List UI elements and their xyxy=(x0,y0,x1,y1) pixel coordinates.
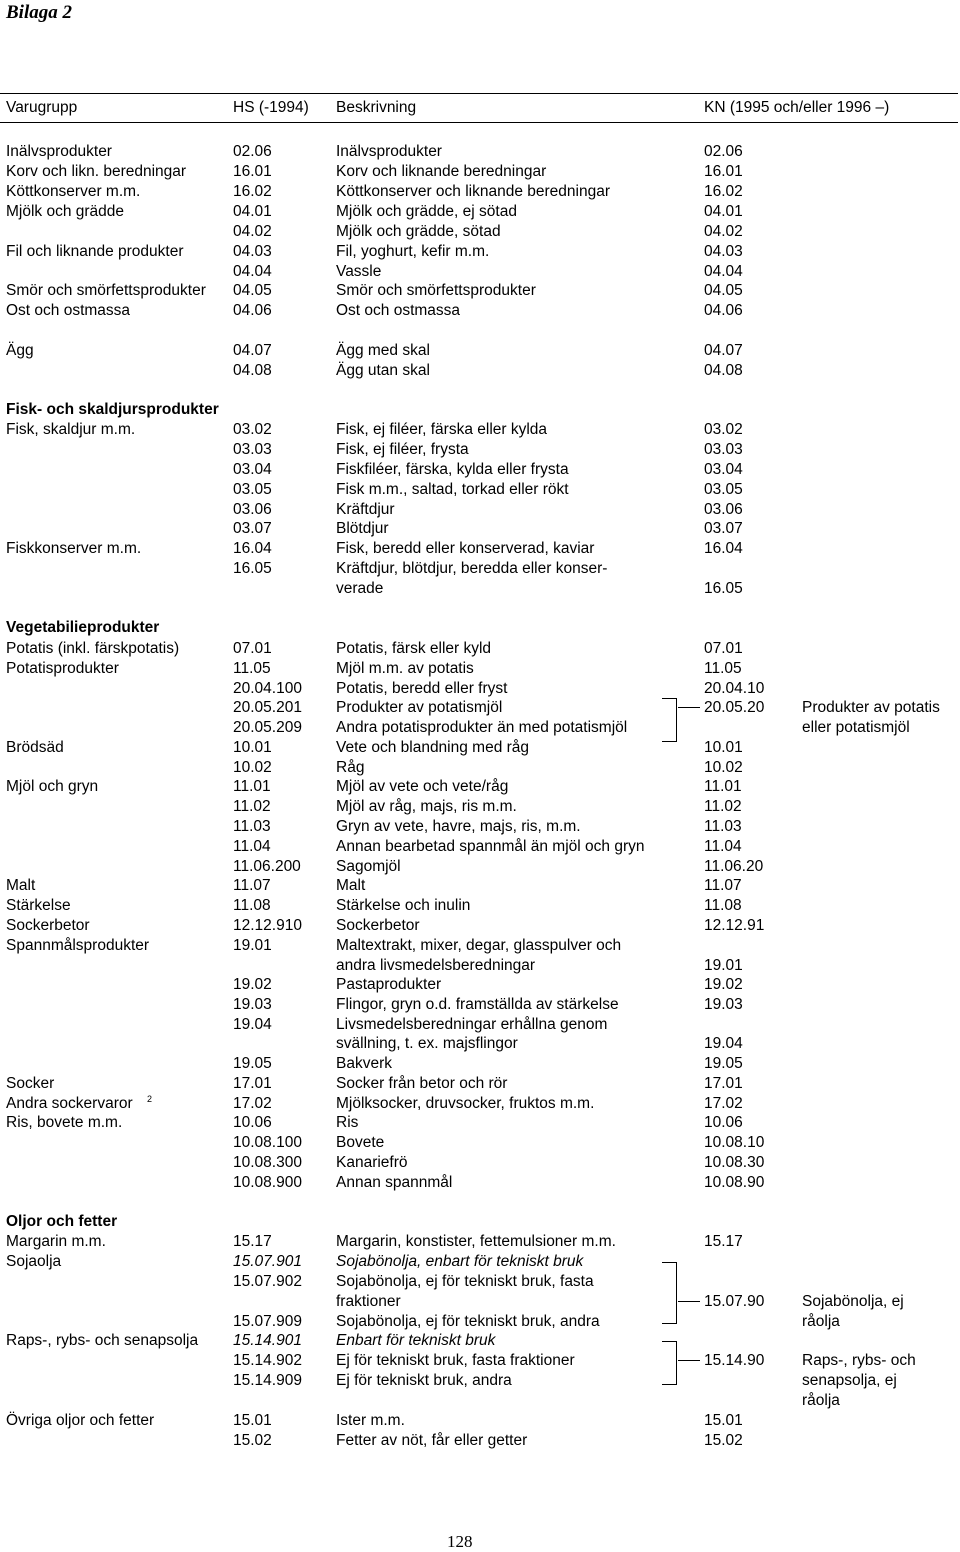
row-hs: 15.02 xyxy=(233,1432,272,1449)
table-row xyxy=(0,460,960,480)
row-hs: 11.06.200 xyxy=(233,858,301,875)
row-hs: 03.04 xyxy=(233,461,272,478)
table-row xyxy=(0,936,960,956)
table-header xyxy=(0,98,960,118)
row-beskrivning: Malt xyxy=(336,877,366,894)
row-kn: 11.01 xyxy=(704,778,742,795)
row-hs: 03.07 xyxy=(233,520,272,537)
row-hs: 11.03 xyxy=(233,818,271,835)
note-potatis-2: eller potatismjöl xyxy=(802,719,910,736)
row-kn: 11.04 xyxy=(704,838,742,855)
row-varugrupp: Fisk, skaldjur m.m. xyxy=(6,421,136,438)
row-beskrivning: Fil, yoghurt, kefir m.m. xyxy=(336,243,490,260)
note-raps-2: senapsolja, ej xyxy=(802,1372,897,1389)
section-fisk: Fisk- och skaldjursprodukter xyxy=(6,401,219,418)
row-hs: 10.01 xyxy=(233,739,272,756)
table-row xyxy=(0,1252,960,1272)
row-hs: 04.02 xyxy=(233,223,272,240)
row-hs: 15.14.902 xyxy=(233,1352,302,1369)
row-beskrivning: Ägg utan skal xyxy=(336,362,430,379)
row-varugrupp: Margarin m.m. xyxy=(6,1233,106,1250)
row-beskrivning: Ägg med skal xyxy=(336,342,430,359)
table-row xyxy=(0,242,960,262)
row-hs: 10.08.300 xyxy=(233,1154,302,1171)
table-row xyxy=(0,1272,960,1292)
row-kn: 11.06.20 xyxy=(704,858,764,875)
row-beskrivning: Köttkonserver och liknande beredningar xyxy=(336,183,611,200)
table-row xyxy=(0,1034,960,1054)
row-kn: 04.07 xyxy=(704,342,743,359)
row-beskrivning: verade xyxy=(336,580,384,597)
row-kn: 10.08.10 xyxy=(704,1134,765,1151)
row-hs: 16.04 xyxy=(233,540,272,557)
row-kn: 03.02 xyxy=(704,421,743,438)
table-row xyxy=(0,440,960,460)
row-hs: 19.01 xyxy=(233,937,272,954)
row-kn: 10.08.30 xyxy=(704,1154,765,1171)
header-hs: HS (-1994) xyxy=(233,99,309,116)
row-kn: 15.17 xyxy=(704,1233,743,1250)
row-beskrivning: Sojabönolja, ej för tekniskt bruk, andra xyxy=(336,1313,600,1330)
row-varugrupp: Ost och ostmassa xyxy=(6,302,131,319)
row-hs: 19.04 xyxy=(233,1016,272,1033)
row-beskrivning: Ister m.m. xyxy=(336,1412,405,1429)
row-hs: 03.06 xyxy=(233,501,272,518)
row-kn: 11.03 xyxy=(704,818,742,835)
row-kn: 02.06 xyxy=(704,143,743,160)
row-varugrupp: Stärkelse xyxy=(6,897,71,914)
row-kn: 10.01 xyxy=(704,739,743,756)
table-row xyxy=(0,896,960,916)
row-kn: 07.01 xyxy=(704,640,743,657)
row-beskrivning: Mjölksocker, druvsocker, fruktos m.m. xyxy=(336,1095,595,1112)
table-row xyxy=(0,1074,960,1094)
row-beskrivning: Ej för tekniskt bruk, andra xyxy=(336,1372,512,1389)
table-row xyxy=(0,1431,960,1451)
table-row xyxy=(0,1173,960,1193)
row-hs: 03.02 xyxy=(233,421,272,438)
header-varugrupp: Varugrupp xyxy=(6,99,78,116)
row-varugrupp: Potatis (inkl. färskpotatis) xyxy=(6,640,180,657)
table-row xyxy=(0,1232,960,1252)
table-row xyxy=(0,519,960,539)
table-row xyxy=(0,559,960,579)
table-row xyxy=(0,1133,960,1153)
row-varugrupp: Sojaolja xyxy=(6,1253,62,1270)
table-row xyxy=(0,301,960,321)
section-vegetabilier: Vegetabilieprodukter xyxy=(6,619,160,636)
table-row xyxy=(0,162,960,182)
row-kn: 11.05 xyxy=(704,660,742,677)
row-kn: 16.02 xyxy=(704,183,743,200)
note-raps-3: råolja xyxy=(802,1392,840,1409)
table-row xyxy=(0,579,960,599)
row-hs: 15.07.901 xyxy=(233,1253,302,1270)
row-hs: 02.06 xyxy=(233,143,272,160)
row-hs: 20.04.100 xyxy=(233,680,302,697)
row-hs: 04.07 xyxy=(233,342,272,359)
row-hs: 04.03 xyxy=(233,243,272,260)
row-beskrivning: Andra potatisprodukter än med potatismjöl xyxy=(336,719,628,736)
row-kn: 12.12.91 xyxy=(704,917,765,934)
row-kn: 20.05.20 xyxy=(704,699,765,716)
row-hs: 11.02 xyxy=(233,798,271,815)
row-kn: 16.01 xyxy=(704,163,743,180)
row-kn: 17.01 xyxy=(704,1075,743,1092)
row-beskrivning: Sagomjöl xyxy=(336,858,401,875)
row-beskrivning: Mjöl av vete och vete/råg xyxy=(336,778,509,795)
table-row xyxy=(0,361,960,381)
row-hs: 11.01 xyxy=(233,778,271,795)
note-soja-2: råolja xyxy=(802,1313,840,1330)
row-kn: 17.02 xyxy=(704,1095,743,1112)
row-kn: 10.08.90 xyxy=(704,1174,765,1191)
row-beskrivning: Ost och ostmassa xyxy=(336,302,461,319)
row-kn: 10.06 xyxy=(704,1114,743,1131)
row-kn: 11.02 xyxy=(704,798,742,815)
row-beskrivning: Potatis, färsk eller kyld xyxy=(336,640,492,657)
row-hs: 10.08.900 xyxy=(233,1174,302,1191)
table-row xyxy=(0,1054,960,1074)
row-hs: 19.03 xyxy=(233,996,272,1013)
row-kn: 19.02 xyxy=(704,976,743,993)
section-oljor: Oljor och fetter xyxy=(6,1213,118,1230)
row-beskrivning: svällning, t. ex. majsflingor xyxy=(336,1035,518,1052)
row-hs: 17.02 xyxy=(233,1095,272,1112)
row-hs: 20.05.209 xyxy=(233,719,302,736)
row-kn: 10.02 xyxy=(704,759,743,776)
bracket-potatis-tick xyxy=(678,707,700,708)
row-beskrivning: Fisk, beredd eller konserverad, kaviar xyxy=(336,540,595,557)
row-beskrivning: Kräftdjur, blötdjur, beredda eller konser- xyxy=(336,560,608,577)
row-kn: 19.05 xyxy=(704,1055,743,1072)
row-beskrivning: fraktioner xyxy=(336,1293,401,1310)
row-beskrivning: Råg xyxy=(336,759,365,776)
row-beskrivning: Maltextrakt, mixer, degar, glasspulver och xyxy=(336,937,622,954)
table-row xyxy=(0,817,960,837)
row-kn: 15.14.90 xyxy=(704,1352,765,1369)
row-varugrupp: Mjölk och grädde xyxy=(6,203,125,220)
row-hs: 16.05 xyxy=(233,560,272,577)
row-beskrivning: Sockerbetor xyxy=(336,917,420,934)
table-row xyxy=(0,420,960,440)
row-kn: 11.07 xyxy=(704,877,742,894)
row-beskrivning: Vassle xyxy=(336,263,382,280)
row-beskrivning: Fisk, ej filéer, frysta xyxy=(336,441,469,458)
row-kn: 20.04.10 xyxy=(704,680,765,697)
table-row xyxy=(0,1153,960,1173)
row-hs: 11.04 xyxy=(233,838,271,855)
row-kn: 04.05 xyxy=(704,282,743,299)
row-varugrupp: Smör och smörfettsprodukter xyxy=(6,282,206,299)
table-row xyxy=(0,857,960,877)
page-number: 128 xyxy=(447,1532,473,1551)
table-row xyxy=(0,1015,960,1035)
row-hs: 12.12.910 xyxy=(233,917,302,934)
table-row xyxy=(0,480,960,500)
row-beskrivning: Produkter av potatismjöl xyxy=(336,699,503,716)
row-varugrupp: Malt xyxy=(6,877,36,894)
note-potatis-1: Produkter av potatis xyxy=(802,699,940,716)
row-kn: 03.07 xyxy=(704,520,743,537)
table-row xyxy=(0,262,960,282)
row-kn: 16.04 xyxy=(704,540,743,557)
row-varugrupp: Socker xyxy=(6,1075,55,1092)
row-kn: 03.06 xyxy=(704,501,743,518)
row-kn: 19.04 xyxy=(704,1035,743,1052)
row-beskrivning: Bovete xyxy=(336,1134,385,1151)
row-beskrivning: Inälvsprodukter xyxy=(336,143,442,160)
row-hs: 04.04 xyxy=(233,263,272,280)
table-row xyxy=(0,281,960,301)
row-varugrupp: Ägg xyxy=(6,342,34,359)
row-kn: 04.01 xyxy=(704,203,743,220)
table-row xyxy=(0,1113,960,1133)
row-beskrivning: andra livsmedelsberedningar xyxy=(336,957,536,974)
row-varugrupp: Andra sockervaror xyxy=(6,1095,133,1112)
row-hs: 15.17 xyxy=(233,1233,272,1250)
page-title: Bilaga 2 xyxy=(6,2,72,23)
note-soja-1: Sojabönolja, ej xyxy=(802,1293,904,1310)
row-hs: 15.14.901 xyxy=(233,1332,302,1349)
row-hs: 15.07.909 xyxy=(233,1313,302,1330)
row-kn: 11.08 xyxy=(704,897,742,914)
table-row xyxy=(0,975,960,995)
header-beskrivning: Beskrivning xyxy=(336,99,417,116)
row-hs: 11.05 xyxy=(233,660,271,677)
row-beskrivning: Fetter av nöt, får eller getter xyxy=(336,1432,528,1449)
row-hs: 11.08 xyxy=(233,897,271,914)
note-raps-1: Raps-, rybs- och xyxy=(802,1352,916,1369)
table-row xyxy=(0,182,960,202)
table-row xyxy=(0,679,960,699)
row-varugrupp: Inälvsprodukter xyxy=(6,143,112,160)
row-beskrivning: Margarin, konstister, fettemulsioner m.m. xyxy=(336,1233,616,1250)
row-varugrupp: Potatisprodukter xyxy=(6,660,119,677)
row-kn: 04.03 xyxy=(704,243,743,260)
row-beskrivning: Fiskfiléer, färska, kylda eller frysta xyxy=(336,461,569,478)
row-beskrivning: Annan bearbetad spannmål än mjöl och gryn xyxy=(336,838,645,855)
row-kn: 04.04 xyxy=(704,263,743,280)
row-beskrivning: Bakverk xyxy=(336,1055,392,1072)
bracket-potatis xyxy=(662,698,677,742)
row-beskrivning: Fisk, ej filéer, färska eller kylda xyxy=(336,421,548,438)
row-hs: 10.02 xyxy=(233,759,272,776)
row-beskrivning: Mjöl av råg, majs, ris m.m. xyxy=(336,798,517,815)
row-varugrupp: Fiskkonserver m.m. xyxy=(6,540,142,557)
row-varugrupp: Spannmålsprodukter xyxy=(6,937,150,954)
header-kn: KN (1995 och/eller 1996 –) xyxy=(704,99,890,116)
row-kn: 15.01 xyxy=(704,1412,743,1429)
table-row xyxy=(0,539,960,559)
row-hs: 15.14.909 xyxy=(233,1372,302,1389)
table-row xyxy=(0,1331,960,1351)
row-beskrivning: Ej för tekniskt bruk, fasta fraktioner xyxy=(336,1352,575,1369)
bracket-raps-tick xyxy=(678,1360,700,1361)
table-row xyxy=(0,738,960,758)
table-row xyxy=(0,202,960,222)
row-kn: 19.01 xyxy=(704,957,743,974)
row-beskrivning: Mjölk och grädde, ej sötad xyxy=(336,203,517,220)
row-beskrivning: Potatis, beredd eller fryst xyxy=(336,680,508,697)
row-hs: 16.02 xyxy=(233,183,272,200)
row-hs: 10.08.100 xyxy=(233,1134,302,1151)
row-hs: 10.06 xyxy=(233,1114,272,1131)
row-kn: 03.03 xyxy=(704,441,743,458)
row-kn: 04.02 xyxy=(704,223,743,240)
row-hs: 03.03 xyxy=(233,441,272,458)
table-row xyxy=(0,916,960,936)
table-row xyxy=(0,659,960,679)
table-row xyxy=(0,142,960,162)
row-hs: 19.02 xyxy=(233,976,272,993)
bracket-soja xyxy=(662,1262,677,1324)
row-beskrivning: Mjölk och grädde, sötad xyxy=(336,223,501,240)
table-row xyxy=(0,1411,960,1431)
row-beskrivning: Sojabönolja, enbart för tekniskt bruk xyxy=(336,1253,584,1270)
row-kn: 15.02 xyxy=(704,1432,743,1449)
row-beskrivning: Stärkelse och inulin xyxy=(336,897,471,914)
row-varugrupp: Mjöl och gryn xyxy=(6,778,99,795)
row-kn: 03.04 xyxy=(704,461,743,478)
row-varugrupp: Köttkonserver m.m. xyxy=(6,183,141,200)
row-kn: 04.08 xyxy=(704,362,743,379)
row-beskrivning: Blötdjur xyxy=(336,520,389,537)
row-beskrivning: Korv och liknande beredningar xyxy=(336,163,547,180)
row-beskrivning: Sojabönolja, ej för tekniskt bruk, fasta xyxy=(336,1273,594,1290)
table-row xyxy=(0,1094,960,1114)
row-beskrivning: Kanariefrö xyxy=(336,1154,408,1171)
table-row xyxy=(0,500,960,520)
row-beskrivning: Socker från betor och rör xyxy=(336,1075,508,1092)
row-beskrivning: Pastaprodukter xyxy=(336,976,442,993)
row-hs: 03.05 xyxy=(233,481,272,498)
table-row xyxy=(0,956,960,976)
row-hs: 15.07.902 xyxy=(233,1273,302,1290)
row-beskrivning: Smör och smörfettsprodukter xyxy=(336,282,536,299)
table-row xyxy=(0,341,960,361)
row-hs: 16.01 xyxy=(233,163,272,180)
row-varugrupp: Ris, bovete m.m. xyxy=(6,1114,123,1131)
table-row xyxy=(0,995,960,1015)
row-beskrivning: Flingor, gryn o.d. framställda av stärkelse xyxy=(336,996,619,1013)
row-varugrupp: Raps-, rybs- och senapsolja xyxy=(6,1332,199,1349)
table-row xyxy=(0,777,960,797)
row-varugrupp: Brödsäd xyxy=(6,739,64,756)
footnote-marker: 2 xyxy=(147,1094,153,1104)
row-beskrivning: Annan spannmål xyxy=(336,1174,453,1191)
row-varugrupp: Fil och liknande produkter xyxy=(6,243,184,260)
row-hs: 04.05 xyxy=(233,282,272,299)
row-beskrivning: Vete och blandning med råg xyxy=(336,739,530,756)
row-hs: 04.08 xyxy=(233,362,272,379)
row-beskrivning: Mjöl m.m. av potatis xyxy=(336,660,474,677)
row-hs: 20.05.201 xyxy=(233,699,302,716)
table-row xyxy=(0,797,960,817)
table-row xyxy=(0,837,960,857)
row-kn: 16.05 xyxy=(704,580,743,597)
table-row xyxy=(0,876,960,896)
bracket-raps xyxy=(662,1341,677,1385)
row-beskrivning: Fisk m.m., saltad, torkad eller rökt xyxy=(336,481,569,498)
header-rule-bottom xyxy=(0,122,958,123)
row-varugrupp: Sockerbetor xyxy=(6,917,90,934)
row-hs: 15.01 xyxy=(233,1412,272,1429)
table-row xyxy=(0,758,960,778)
row-kn: 03.05 xyxy=(704,481,743,498)
row-hs: 07.01 xyxy=(233,640,272,657)
row-beskrivning: Ris xyxy=(336,1114,359,1131)
table-row xyxy=(0,639,960,659)
row-beskrivning: Livsmedelsberedningar erhållna genom xyxy=(336,1016,608,1033)
row-hs: 11.07 xyxy=(233,877,271,894)
row-hs: 04.01 xyxy=(233,203,272,220)
row-hs: 17.01 xyxy=(233,1075,272,1092)
header-rule-top xyxy=(0,93,958,94)
row-varugrupp: Korv och likn. beredningar xyxy=(6,163,187,180)
table-row xyxy=(0,222,960,242)
row-kn: 15.07.90 xyxy=(704,1293,765,1310)
row-hs: 19.05 xyxy=(233,1055,272,1072)
row-kn: 04.06 xyxy=(704,302,743,319)
row-beskrivning: Enbart för tekniskt bruk xyxy=(336,1332,496,1349)
bracket-soja-tick xyxy=(678,1301,700,1302)
row-beskrivning: Kräftdjur xyxy=(336,501,395,518)
row-kn: 19.03 xyxy=(704,996,743,1013)
row-beskrivning: Gryn av vete, havre, majs, ris, m.m. xyxy=(336,818,581,835)
row-varugrupp: Övriga oljor och fetter xyxy=(6,1412,155,1429)
row-hs: 04.06 xyxy=(233,302,272,319)
